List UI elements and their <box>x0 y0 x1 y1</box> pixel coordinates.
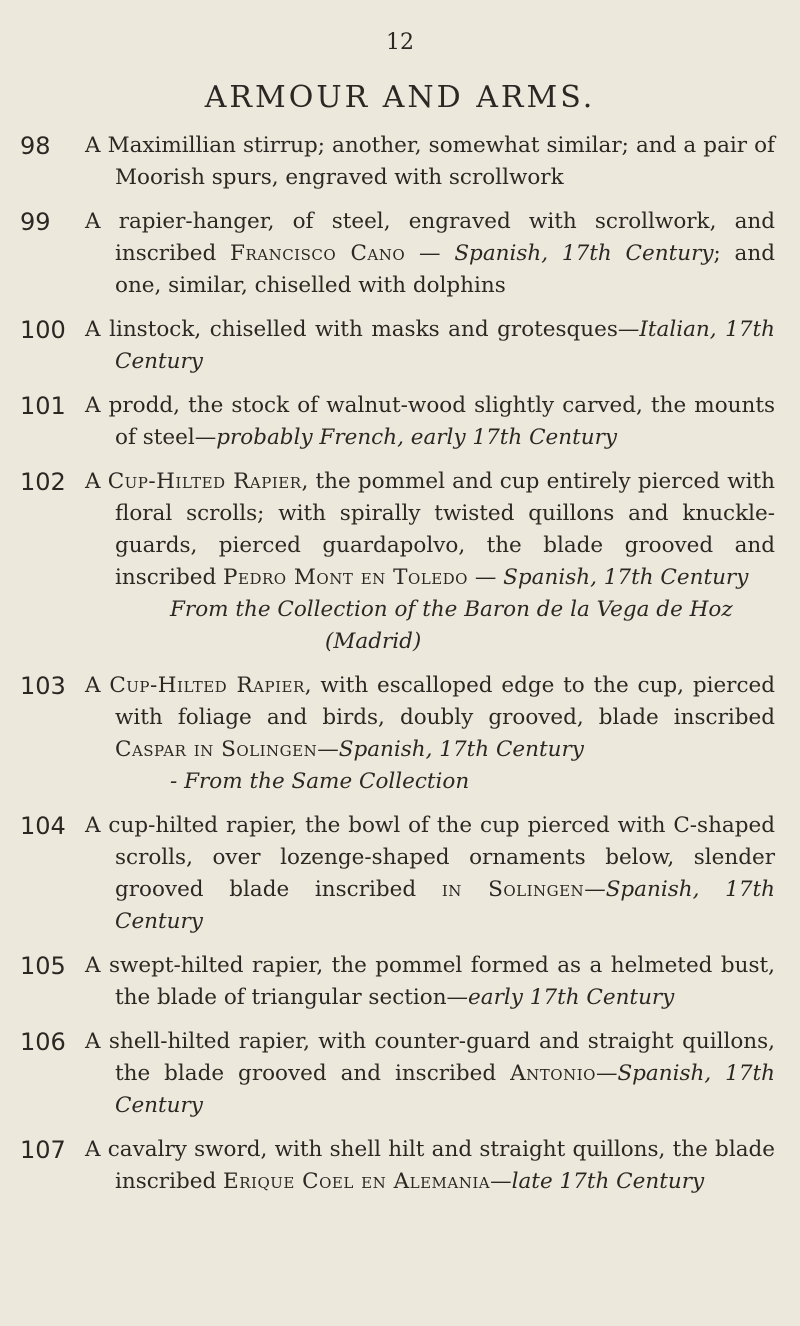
inscription: Antonio <box>510 1061 596 1086</box>
lot-number: 104 <box>20 812 66 840</box>
provenance: - From the Same Collection <box>170 769 470 794</box>
lot-text: A shell-hilted rapier, with counter-guard and straight quillons, the blade grooved and inscribed <box>85 1029 775 1086</box>
lot-text: — <box>595 1061 618 1086</box>
lot-text: , with escalloped edge to the cup, pierced with foliage and birds, doubly grooved, blade inscribed <box>115 673 775 730</box>
lot-number: 98 <box>20 132 51 160</box>
lot-number: 101 <box>20 392 66 420</box>
lot-description <box>85 206 775 302</box>
page-number: 12 <box>386 30 414 55</box>
lot-number: 100 <box>20 316 66 344</box>
lot-text: A cup-hilted rapier, the bowl of the cup pierced with C-shaped scrolls, over lozenge-shaped ornaments below, slender grooved blade inscribed <box>85 813 775 902</box>
lot-text: A cavalry sword, with shell hilt and straight quillons, the blade inscribed <box>85 1137 775 1194</box>
lot-description <box>85 1026 775 1122</box>
lot-number: 106 <box>20 1028 66 1056</box>
lot-number: 103 <box>20 672 66 700</box>
attribution: Spanish, 17th Century <box>115 1061 775 1118</box>
lot-description: A Cup-Hilted Rapier, with escalloped edge to the cup, pierced with foliage and birds, doubly grooved, blade inscribed Caspar in Solingen—Spanish, 17th Century - From the Same Collection <box>85 670 775 798</box>
attribution: Spanish, 17th Century <box>454 241 714 266</box>
provenance: From the Collection of the Baron de la Vega de Hoz <box>170 597 733 622</box>
lot-entry <box>0 466 800 658</box>
lot-text: A swept-hilted rapier, the pommel formed as a helmeted bust, the blade of triangular section— <box>85 953 775 1010</box>
inscription: Erique Coel en Alemania <box>223 1169 491 1194</box>
attribution: late 17th Century <box>511 1169 705 1194</box>
lot-entry <box>0 950 800 1014</box>
lot-entry <box>0 314 800 378</box>
provenance-location: (Madrid) <box>325 629 422 654</box>
lot-text: — <box>405 241 455 266</box>
lot-text: — <box>490 1169 512 1194</box>
lot-heading: Cup-Hilted Rapier <box>109 673 305 698</box>
attribution: early 17th Century <box>468 985 675 1010</box>
lot-description: A Cup-Hilted Rapier, the pommel and cup entirely pierced with floral scrolls; with spirally twisted quillons and knuckle-guards, pierced guardapolvo, the blade grooved and inscribed Pedro Mont en Toledo — Spanish, 17th Century From the Collection of the Baron de la Vega de Hoz (Madrid) <box>85 466 775 658</box>
lot-description <box>85 390 775 454</box>
lot-entry <box>0 130 800 194</box>
lot-entry <box>0 390 800 454</box>
lot-description <box>85 1134 775 1198</box>
lot-description <box>85 314 775 378</box>
lot-text: ; and one, similar, chiselled with dolphins <box>115 241 775 298</box>
catalogue-list <box>0 130 800 1210</box>
lot-entry <box>0 1134 800 1198</box>
lot-heading: Cup-Hilted Rapier <box>107 469 302 494</box>
inscription: Francisco Cano <box>230 241 406 266</box>
inscription: Caspar in Solingen <box>115 737 318 762</box>
lot-entry <box>0 1026 800 1122</box>
lot-description <box>85 810 775 938</box>
inscription: Pedro Mont en Toledo <box>223 565 468 590</box>
lot-text: A Maximillian stirrup; another, somewhat similar; and a pair of Moorish spurs, engraved with scrollwork <box>85 133 775 190</box>
lot-number: 102 <box>20 468 66 496</box>
attribution: Spanish, 17th Century <box>115 877 775 934</box>
lot-entry <box>0 810 800 938</box>
lot-entry <box>0 206 800 302</box>
lot-number: 107 <box>20 1136 66 1164</box>
page-title: ARMOUR AND ARMS. <box>204 80 596 115</box>
lot-number: 105 <box>20 952 66 980</box>
lot-entry <box>0 670 800 798</box>
attribution: probably French, early 17th Century <box>216 425 618 450</box>
attribution: Spanish, 17th Century <box>338 737 584 762</box>
lot-description <box>85 130 775 194</box>
lot-text: A linstock, chiselled with masks and grotesques— <box>85 317 640 342</box>
lot-text: — <box>467 565 504 590</box>
lot-text: A rapier-hanger, of steel, engraved with scrollwork, and inscribed <box>85 209 775 266</box>
lot-text: A prodd, the stock of walnut-wood slightly carved, the mounts of steel— <box>85 393 775 450</box>
lot-text: — <box>584 877 606 902</box>
lot-text: — <box>317 737 339 762</box>
lot-number: 99 <box>20 208 51 236</box>
attribution: Italian, 17th Century <box>115 317 775 374</box>
inscription: in Solingen <box>441 877 585 902</box>
lot-text: , the pommel and cup entirely pierced with floral scrolls; with spirally twisted quillons and knuckle-guards, pierced guardapolvo, the blade grooved and inscribed <box>115 469 775 590</box>
attribution: Spanish, 17th Century <box>503 565 749 590</box>
lot-description <box>85 950 775 1014</box>
